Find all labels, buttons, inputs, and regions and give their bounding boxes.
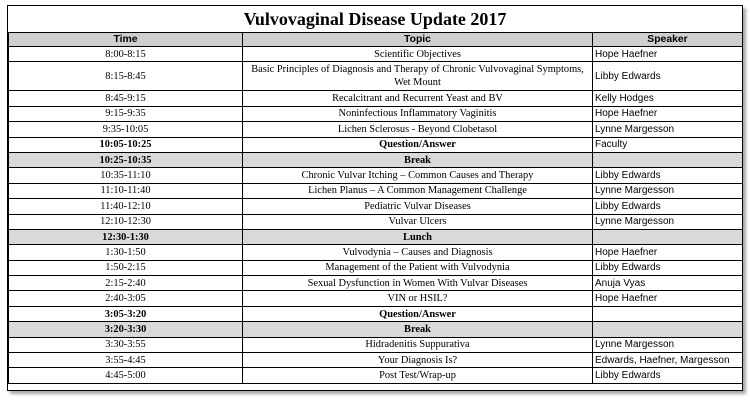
speaker-cell: Libby Edwards: [593, 62, 743, 91]
topic-cell: Break: [243, 322, 593, 337]
topic-cell: Break: [243, 152, 593, 167]
speaker-cell: [593, 322, 743, 337]
time-cell: 9:35-10:05: [9, 122, 243, 137]
topic-cell: Lichen Planus – A Common Management Challenge: [243, 183, 593, 198]
time-header: Time: [9, 33, 243, 47]
table-row: [9, 47, 743, 62]
topic-cell: Noninfectious Inflammatory Vaginitis: [243, 106, 593, 121]
topic-cell: Post Test/Wrap-up: [243, 368, 593, 383]
header-row: [9, 33, 743, 47]
table-row: [9, 291, 743, 306]
table-row: [9, 199, 743, 214]
topic-cell: Sexual Dysfunction in Women With Vulvar Diseases: [243, 276, 593, 291]
table-row: [9, 260, 743, 275]
speaker-cell: [593, 229, 743, 244]
speaker-cell: Hope Haefner: [593, 291, 743, 306]
table-row: [9, 214, 743, 229]
topic-cell: VIN or HSIL?: [243, 291, 593, 306]
time-cell: 8:00-8:15: [9, 47, 243, 62]
break-row: [9, 152, 743, 167]
topic-cell: Basic Principles of Diagnosis and Therapy of Chronic Vulvovaginal Symptoms, Wet Mount: [243, 62, 593, 91]
topic-header: Topic: [243, 33, 593, 47]
speaker-header: Speaker: [593, 33, 743, 47]
topic-cell: Scientific Objectives: [243, 47, 593, 62]
speaker-cell: [593, 152, 743, 167]
speaker-cell: Libby Edwards: [593, 368, 743, 383]
topic-cell: Chronic Vulvar Itching – Common Causes and Therapy: [243, 168, 593, 183]
time-cell: 8:45-9:15: [9, 91, 243, 106]
speaker-cell: Libby Edwards: [593, 260, 743, 275]
time-cell: 9:15-9:35: [9, 106, 243, 121]
schedule-document: [7, 5, 743, 391]
time-cell: 10:35-11:10: [9, 168, 243, 183]
table-row: [9, 91, 743, 106]
time-cell: 4:45-5:00: [9, 368, 243, 383]
speaker-cell: Faculty: [593, 137, 743, 152]
lunch-row: [9, 229, 743, 244]
time-cell: 3:20-3:30: [9, 322, 243, 337]
break-row: [9, 322, 743, 337]
time-cell: 1:30-1:50: [9, 245, 243, 260]
speaker-cell: Lynne Margesson: [593, 122, 743, 137]
time-cell: 1:50-2:15: [9, 260, 243, 275]
speaker-cell: Libby Edwards: [593, 168, 743, 183]
topic-cell: Hidradenitis Suppurativa: [243, 337, 593, 352]
schedule-table: [8, 32, 743, 384]
table-row: [9, 106, 743, 121]
time-cell: 12:10-12:30: [9, 214, 243, 229]
speaker-cell: Hope Haefner: [593, 245, 743, 260]
speaker-cell: [593, 306, 743, 321]
speaker-cell: Lynne Margesson: [593, 183, 743, 198]
topic-cell: Vulvodynia – Causes and Diagnosis: [243, 245, 593, 260]
time-cell: 3:05-3:20: [9, 306, 243, 321]
table-row: [9, 137, 743, 152]
speaker-cell: Anuja Vyas: [593, 276, 743, 291]
time-cell: 12:30-1:30: [9, 229, 243, 244]
page-title: Vulvovaginal Disease Update 2017: [243, 9, 507, 29]
topic-cell: Recalcitrant and Recurrent Yeast and BV: [243, 91, 593, 106]
speaker-cell: Hope Haefner: [593, 47, 743, 62]
speaker-cell: Edwards, Haefner, Margesson: [593, 353, 743, 368]
time-cell: 3:30-3:55: [9, 337, 243, 352]
time-cell: 11:40-12:10: [9, 199, 243, 214]
speaker-cell: Lynne Margesson: [593, 337, 743, 352]
time-cell: 11:10-11:40: [9, 183, 243, 198]
time-cell: 8:15-8:45: [9, 62, 243, 91]
topic-cell: Vulvar Ulcers: [243, 214, 593, 229]
table-row: [9, 122, 743, 137]
topic-cell: Question/Answer: [243, 137, 593, 152]
table-row: [9, 62, 743, 91]
topic-cell: Your Diagnosis Is?: [243, 353, 593, 368]
time-cell: 2:15-2:40: [9, 276, 243, 291]
table-row: [9, 168, 743, 183]
table-row: [9, 353, 743, 368]
topic-cell: Pediatric Vulvar Diseases: [243, 199, 593, 214]
topic-cell: Lichen Sclerosus - Beyond Clobetasol: [243, 122, 593, 137]
table-row: [9, 368, 743, 383]
time-cell: 3:55-4:45: [9, 353, 243, 368]
table-row: [9, 276, 743, 291]
speaker-cell: Libby Edwards: [593, 199, 743, 214]
table-row: [9, 183, 743, 198]
time-cell: 10:25-10:35: [9, 152, 243, 167]
topic-cell: Management of the Patient with Vulvodynia: [243, 260, 593, 275]
time-cell: 10:05-10:25: [9, 137, 243, 152]
speaker-cell: Lynne Margesson: [593, 214, 743, 229]
topic-cell: Lunch: [243, 229, 593, 244]
time-cell: 2:40-3:05: [9, 291, 243, 306]
speaker-cell: Hope Haefner: [593, 106, 743, 121]
topic-cell: Question/Answer: [243, 306, 593, 321]
table-row: [9, 306, 743, 321]
table-row: [9, 245, 743, 260]
table-row: [9, 337, 743, 352]
speaker-cell: Kelly Hodges: [593, 91, 743, 106]
